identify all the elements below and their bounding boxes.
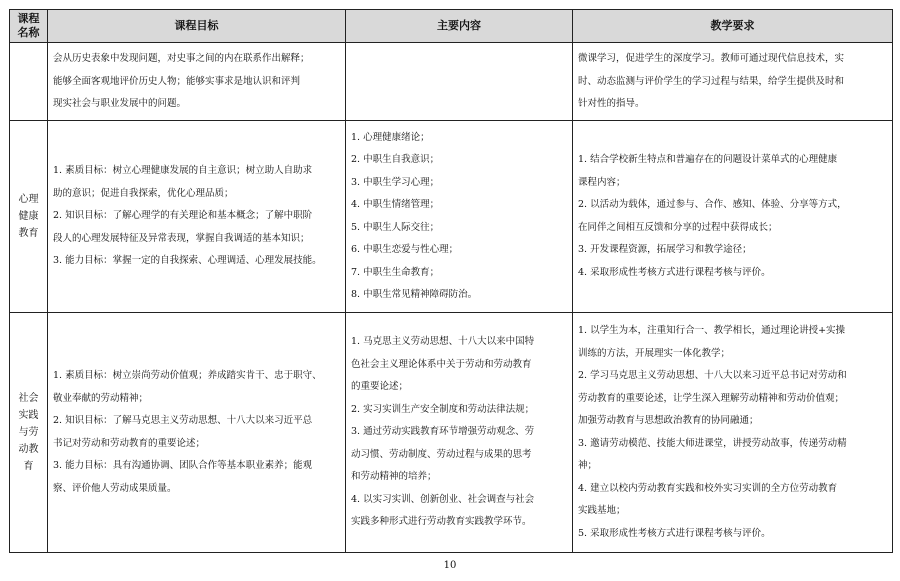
text-line: 1. 素质目标：树立心理健康发展的自主意识；树立助人自助求 [53, 165, 313, 177]
main-content-cell [346, 43, 573, 121]
course-name-cell [10, 43, 48, 121]
text-line: 3. 能力目标：具有沟通协调、团队合作等基本职业素养；能观 [53, 460, 313, 471]
text-line: 察、评价他人劳动成果质量。 [53, 482, 177, 494]
text-line: 能够全面客观地评价历史人物；能够实事求是地认识和评判 [53, 75, 301, 87]
text-line: 动习惯、劳动制度、劳动过程与成果的思考 [351, 448, 532, 460]
text-line: 3. 能力目标：掌握一定的自我探索、心理调适、心理发展技能。 [53, 255, 322, 267]
course-name-line: 教育 [18, 228, 39, 239]
course-goals-cell [48, 121, 346, 313]
header-course-name [10, 10, 48, 43]
header-course-name-line: 课程 [17, 12, 40, 25]
course-goals-cell [48, 313, 346, 553]
course-name-line: 心理 [18, 194, 39, 205]
text-line: 段人的心理发展特征及异常表现，掌握自我调适的基本知识； [53, 232, 310, 244]
main-content-cell [346, 121, 573, 313]
teaching-requirements-cell [573, 121, 893, 313]
text-line: 劳动教育的重要论述，让学生深入理解劳动精神和劳动价值观； [578, 392, 845, 404]
text-line: 3. 中职生学习心理； [351, 176, 440, 188]
text-line: 8. 中职生常见精神障碍防治。 [351, 289, 478, 300]
teaching-requirements-cell [573, 43, 893, 121]
text-line: 3. 通过劳动实践教育环节增强劳动观念、劳 [351, 426, 535, 438]
text-line: 课程内容； [578, 176, 626, 188]
text-line: 2. 知识目标：了解心理学的有关理论和基本概念；了解中职阶 [53, 210, 313, 222]
text-line: 7. 中职生生命教育； [351, 266, 440, 278]
text-line: 加强劳动教育与思想政治教育的协同融通； [578, 415, 759, 426]
table-row [10, 43, 893, 121]
text-line: 和劳动精神的培养； [351, 471, 437, 483]
text-line: 5. 中职生人际交往； [351, 221, 440, 233]
text-line: 时、动态监测与评价学生的学习过程与结果，给学生提供及时和 [578, 75, 845, 87]
text-line: 助的意识；促进自我探索，优化心理品质； [53, 187, 234, 199]
text-line: 2. 知识目标：了解马克思主义劳动思想、十八大以来习近平总 [53, 415, 313, 426]
text-line: 4. 建立以校内劳动教育实践和校外实习实训的全方位劳动教育 [578, 482, 838, 494]
table-header-row [10, 10, 893, 43]
text-line: 2. 以活动为载体，通过参与、合作、感知、体验、分享等方式， [578, 199, 847, 210]
course-name-line: 育 [23, 461, 34, 472]
teaching-requirements-cell [573, 313, 893, 553]
course-name-line: 与劳 [18, 427, 39, 438]
course-name-cell [10, 313, 48, 553]
text-line: 现实社会与职业发展中的问题。 [53, 98, 187, 110]
text-line: 5. 采取形成性考核方式进行课程考核与评价。 [578, 527, 771, 539]
text-line: 3. 开发课程资源，拓展学习和教学途径； [578, 244, 752, 255]
course-name-cell [10, 121, 48, 313]
text-line: 2. 学习马克思主义劳动思想、十八大以来习近平总书记对劳动和 [578, 370, 847, 381]
text-line: 在同伴之间相互反馈和分享的过程中获得成长； [578, 221, 778, 233]
course-name-line: 实践 [18, 410, 39, 421]
text-line: 微课学习，促进学生的深度学习。教师可通过现代信息技术，实 [578, 53, 845, 65]
text-line: 1. 素质目标：树立崇尚劳动价值观；养成踏实肯干、忠于职守、 [53, 370, 322, 381]
text-line: 书记对劳动和劳动教育的重要论述； [53, 437, 206, 449]
header-main-content: 主要内容 [346, 10, 573, 43]
text-line: 4. 采取形成性考核方式进行课程考核与评价。 [578, 266, 771, 278]
table-row [10, 121, 893, 313]
course-name-line: 动教 [18, 444, 39, 455]
text-line: 训练的方法，开展理实一体化教学； [578, 347, 731, 359]
text-line: 3. 邀请劳动模范、技能大师进课堂，讲授劳动故事，传递劳动精 [578, 437, 847, 449]
text-line: 实践基地； [578, 505, 626, 516]
text-line: 4. 中职生情绪管理； [351, 199, 440, 210]
text-line: 1. 心理健康绪论； [351, 131, 430, 143]
text-line: 1. 以学生为本，注重知行合一、教学相长，通过理论讲授+实操 [578, 325, 846, 336]
text-line: 针对性的指导。 [578, 98, 645, 110]
header-course-name-line: 名称 [17, 26, 40, 39]
page-number: 10 [443, 560, 457, 571]
curriculum-table [9, 9, 893, 553]
text-line: 1. 结合学校新生特点和普遍存在的问题设计菜单式的心理健康 [578, 154, 838, 165]
text-line: 的重要论述； [351, 381, 409, 393]
text-line: 色社会主义理论体系中关于劳动和劳动教育 [351, 358, 532, 370]
text-line: 4. 以实习实训、创新创业、社会调查与社会 [351, 493, 535, 505]
course-name-line: 健康 [18, 211, 39, 222]
course-name-line: 社会 [18, 393, 39, 404]
text-line: 神； [578, 460, 598, 471]
text-line: 2. 中职生自我意识； [351, 154, 440, 165]
main-content-cell [346, 313, 573, 553]
text-line: 实践多种形式进行劳动教育实践教学环节。 [351, 516, 532, 528]
text-line: 1. 马克思主义劳动思想、十八大以来中国特 [351, 336, 535, 348]
course-goals-cell [48, 43, 346, 121]
text-line: 2. 实习实训生产安全制度和劳动法律法规； [351, 403, 535, 415]
text-line: 6. 中职生恋爱与性心理； [351, 244, 459, 255]
text-line: 敬业奉献的劳动精神； [53, 392, 149, 404]
header-teaching-requirements: 教学要求 [573, 10, 893, 43]
text-line: 会从历史表象中发现问题，对史事之间的内在联系作出解释； [53, 53, 310, 65]
table-row [10, 313, 893, 553]
header-course-goals: 课程目标 [48, 10, 346, 43]
